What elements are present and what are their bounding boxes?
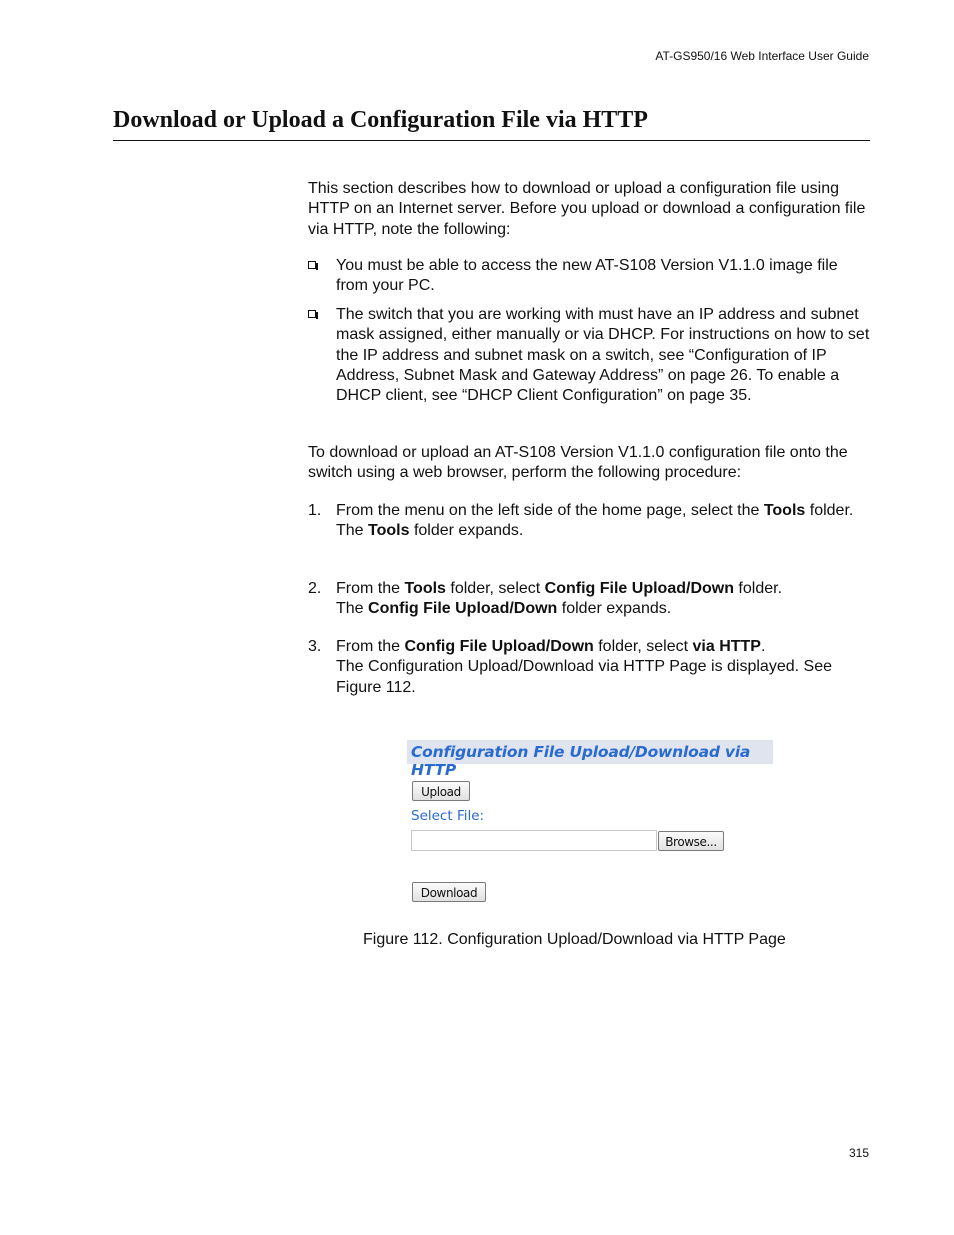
step-text — [336, 579, 873, 620]
figure-caption: Figure 112. Configuration Upload/Download via HTTP Page — [363, 931, 786, 948]
step-text — [336, 501, 873, 542]
config-upload-download-screenshot — [407, 740, 777, 910]
select-file-label: Select File: — [411, 808, 485, 824]
running-header: AT-GS950/16 Web Interface User Guide — [655, 49, 869, 63]
step-bold-term: Tools — [368, 522, 410, 540]
step-bold-term: Config File Upload/Down — [368, 600, 558, 618]
step-text-part: folder, select — [593, 638, 693, 655]
browse-button[interactable]: Browse... — [658, 831, 724, 851]
step-text-part: folder, select — [445, 580, 545, 597]
step-result-part: folder expands. — [409, 522, 524, 540]
step-text-part: folder. — [805, 502, 854, 519]
step-bold-term: via HTTP — [692, 638, 761, 655]
step-number: 3. — [308, 638, 322, 655]
download-button[interactable]: Download — [412, 882, 486, 902]
page-number: 315 — [848, 1146, 869, 1160]
file-path-input[interactable] — [411, 830, 657, 851]
title-rule — [113, 140, 870, 141]
step-text-part: folder. — [733, 580, 783, 597]
step-text-part: From the menu on the left side of the home page, select the — [336, 502, 764, 519]
section-title: Download or Upload a Configuration File via HTTP — [113, 107, 648, 133]
step-bold-term: Config File Upload/Down — [544, 580, 734, 597]
bullet-text: The switch that you are working with must have an IP address and subnet mask assigned, either manually or via DHCP. For instructions on how to set the IP address and subnet mask on a switch, see “Configuration of IP Address, Subnet Mask and Gateway Address” on page 26. To enable a DHCP client, see “DHCP Client Configuration” on page 35. — [336, 306, 870, 405]
intro-paragraph: This section describes how to download or upload a configuration file using HTTP on an Internet server. Before you upload or download a configuration file via HTTP, note the following: — [308, 180, 866, 238]
step-number: 2. — [308, 580, 322, 597]
step-bold-term: Config File Upload/Down — [404, 638, 594, 655]
figure-title-bar — [407, 740, 773, 779]
figure-page-title: Configuration File Upload/Download via HTTP — [411, 743, 751, 779]
checkbox-bullet-icon — [308, 261, 316, 269]
bullet-text: You must be able to access the new AT-S108 Version V1.1.0 image file from your PC. — [336, 257, 838, 295]
step-text — [336, 637, 873, 698]
step-text-part: From the — [336, 638, 405, 655]
step-result-part: The — [336, 600, 369, 618]
step-bold-term: Tools — [763, 502, 806, 519]
checkbox-bullet-icon — [308, 310, 316, 318]
step-result-part: folder expands. — [557, 600, 672, 618]
step-result-part: The Configuration Upload/Download via HTTP Page is displayed. See Figure 112. — [336, 658, 832, 696]
procedure-intro: To download or upload an AT-S108 Version V1.1.0 configuration file onto the switch using a web browser, perform the following procedure: — [308, 444, 848, 482]
upload-button[interactable]: Upload — [412, 781, 470, 801]
step-result-part: The — [336, 522, 369, 540]
step-number: 1. — [308, 502, 322, 519]
step-text-part: From the — [336, 580, 405, 597]
step-bold-term: Tools — [404, 580, 446, 597]
step-text-part: . — [760, 638, 766, 655]
